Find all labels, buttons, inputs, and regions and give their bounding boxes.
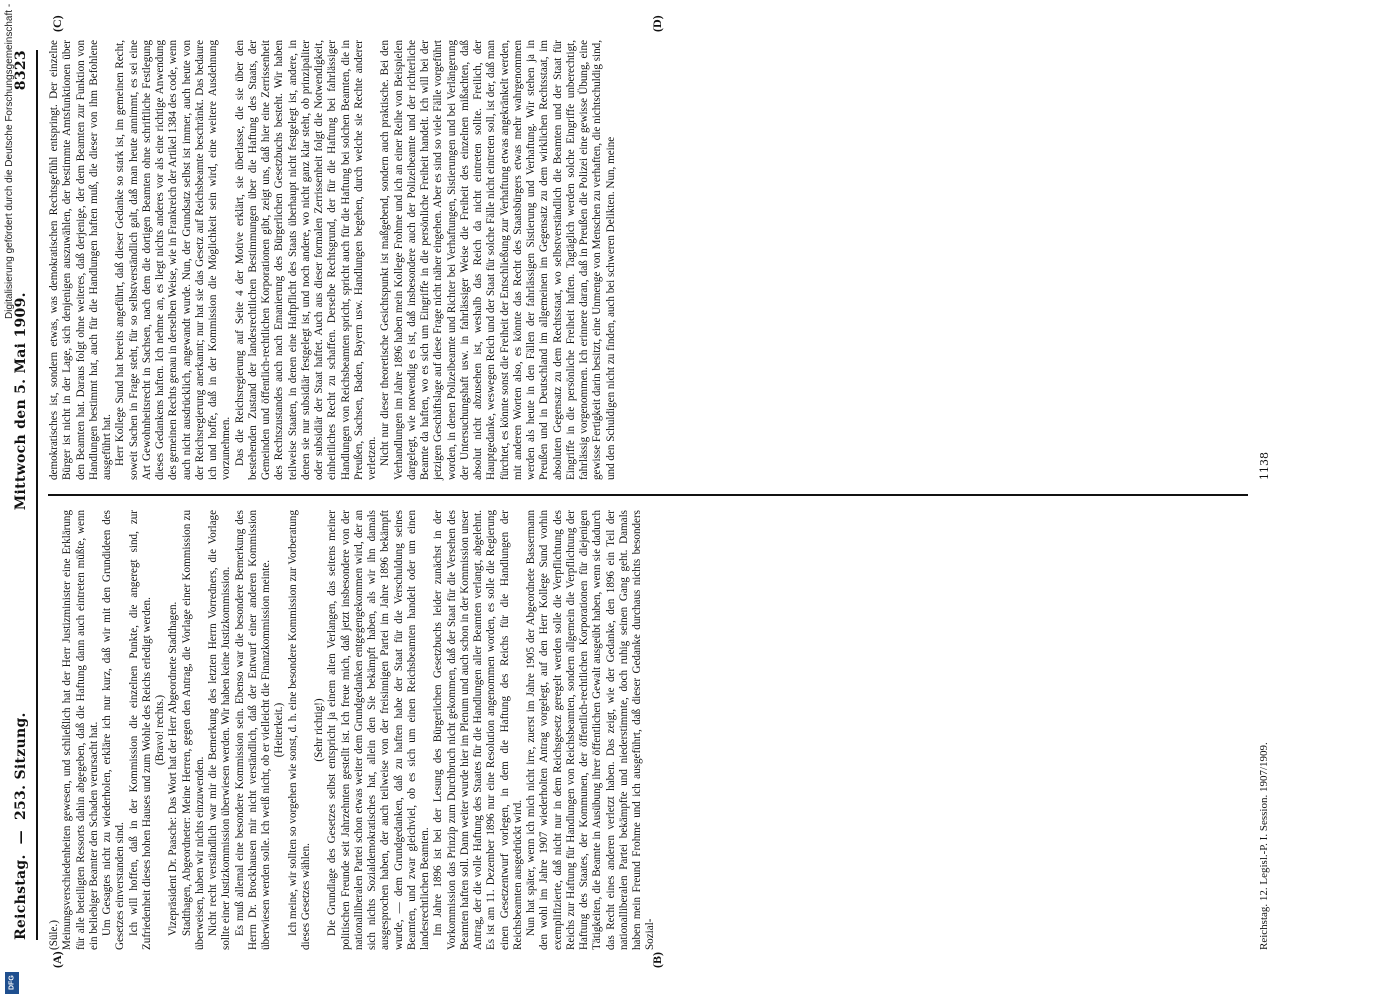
margin-marker-b: (B) [650, 952, 664, 968]
paragraph: Ich will hoffen, daß in der Kommission die einzelnen Punkte, die angeregt sind, zur Zufriedenheit dieses hohen Hauses und zum Wohle des Reichs erledigt werden. [127, 510, 153, 950]
attribution-text: Digitalisierung gefördert durch die Deutsche Forschungsgemeinschaft - [4, 4, 15, 320]
margin-marker-a: (A) [50, 951, 64, 968]
header-left [13, 712, 29, 940]
paragraph: Herr Kollege Sund hat bereits angeführt, daß dieser Gedanke so stark ist, im gemeinen Recht, soweit Sachen in Frage steht, für so selbstverständlich galt, daß man heute annimmt, es sei eine Art Gewohnheitsrecht in Sachsen, nach dem die dortigen Beamten ohne schriftliche Festlegung dieses Gedankens haften. Ich nehme an, es liegt nichts anderes vor als eine richtige Anwendung des gemeinen Rechts genau in derselben Weise, wie in Frankreich der Artikel 1384 des code, wenn auch nicht ausdrücklich, angewandt wurde. Nun, der Grundsatz selbst ist immer, auch heute von der Reichsregierung anerkannt; nur hat sie das Gesetz auf Reichsbeamte beschränkt. Das bedaure ich und hoffe, daß in der Kommission die Möglichkeit sein wird, eine weitere Ausdehnung vorzunehmen. [114, 40, 233, 480]
paragraph: Meinungsverschiedenheiten gewesen, und schließlich hat der Herr Justizminister eine Erklärung für alle beteiligten Ressorts dahin abgegeben, daß die Haftung dann auch eintreten müßte, wenn ein beliebiger Beamter den Schaden verursacht hat. [61, 510, 100, 950]
footer-sheet-number: 1138 [1258, 452, 1271, 480]
paragraph: (Bravo! rechts.) [154, 694, 166, 766]
header-page-number: 8323 [13, 50, 29, 91]
paragraph: (Sehr richtig!) [313, 698, 325, 762]
paragraph: Vizepräsident Dr. Paasche: Das Wort hat der Herr Abgeordnete Stadthagen. [167, 601, 180, 936]
header-separator: — [13, 830, 29, 845]
paragraph: (Heiterkeit.) [273, 702, 286, 758]
paragraph: Nicht recht verständlich war mir die Bemerkung des letzten Herrn Vorredners, die Vorlage sollte einer Justizkommission überwiesen werden. Wir haben keine Justizkommission. [207, 510, 233, 950]
header-session: 253. Sitzung. [13, 712, 29, 821]
page-header [8, 50, 34, 940]
paragraph: Im Jahre 1896 ist bei der Lesung des Bürgerlichen Gesetzbuchs leider zunächst in der Vorkommission das Prinzip zum Durchbruch nicht gekommen, daß der Staat für die Versehen des Beamten haften soll. Dann weiter wurde hier im Plenum und auch schon in der Kommission unser Antrag, der die volle Haftung des Staates für die Handlungen aller Beamten verlangt, abgelehnt. Es ist am 11. Dezember 1896 nur eine Resolution angenommen worden, es solle die Regierung einen Gesetzentwurf vorlegen, in dem die Haftung des Reichs für die Handlungen der Reichsbeamten ausgedrückt wird. [432, 510, 524, 950]
header-rule [36, 50, 38, 940]
paragraph: Das die Reichsregierung auf Seite 4 der Motive erklärt, sie überlasse, die sie über den bestehenden Zustand der landesrechtlichen Bestimmungen über die Haftung des Staats, der Gemeinden und öffentlich-rechtlichen Korporationen gibt, zeigt uns, daß hier eine Zerrissenheit des Rechtszustandes auch nach Emanierung des Bürgerlichen Gesetzbuchs besteht. Wir haben teilweise Staaten, in denen eine Haftpflicht des Staats überhaupt nicht festgelegt ist, andere, in denen sie nur subsidiär festgelegt ist, und noch andere, wo nicht ganz klar steht, ob prinzipaliter oder subsidiär der Staat haftet. Auch aus dieser formalen Zerrissenheit folgt die Notwendigkeit, einheitliches Recht zu schaffen. Derselbe Rechtsgrund, der für die Haftung bei fahrlässiger Handlungen von Reichsbeamten spricht, spricht auch für die Haftung bei solchen Beamten, die in Preußen, Sachsen, Baden, Bayern usw. Handlungen begehen, durch welche sie Rechte anderer verletzen. [233, 40, 378, 480]
margin-marker-d: (D) [650, 15, 664, 32]
paragraph: Nun hat später, wenn ich mich nicht irre, zuerst im Jahre 1905 der Abgeordnete Bassermann den wohl im Jahre 1907 wiederholten Antrag vorgelegt, auf den Herr Kollege Sund vorhin exemplifizierte, daß nicht nur in dem Reichsgesetz geregelt werden solle die Verpflichtung des Reichs zur Haftung für Handlungen von Reichsbeamten, sondern allgemein die Verpflichtung der Haftung des Staates, der Kommunen, der öffentlich-rechtlichen Korporationen für diejenigen Tätigkeiten, die Beamte in Ausübung ihrer öffentlichen Gewalt ausgeübt haben, wenn sie dadurch das Recht eines anderen verletzt haben. Das zeigt, wie der Gedanke, den 1896 ein Teil der nationalliberalen Partei bekämpfte und niederstimmte, doch ruhig seinen Gang geht. Damals haben mein Freund Frohme und ich ausgeführt, daß dieser Gedanke durchaus nichts besonders Sozial- [525, 510, 657, 950]
left-column [48, 510, 1248, 950]
paragraph: demokratisches ist, sondern etwas, was demokratischen Rechtsgefühl entspringt. Der einzelne Bürger ist nicht in der Lage, sich denjenigen auszuwählen, der bestimmte Amtsfunktionen über den Beamten hat. Daraus folgt ohne weiteres, daß derjenige, der dem Beamten zur Funktion von Handlungen bestimmt hat, auch für die Handlungen haften muß, die dieser von ihm Befohlene ausgeführt hat. [48, 40, 113, 480]
paragraph: Ich meine, wir sollten so vorgehen wie sonst, d. h. eine besondere Kommission zur Vorberatung dieses Gesetzes wählen. [286, 510, 312, 950]
column-divider [48, 494, 1248, 496]
paragraph: Es muß allemal eine besondere Kommission sein. Ebenso war die besondere Bemerkung des Herrn Dr. Brockhausen mir nicht verständlich, daß der Entwurf einer anderen Kommission überwiesen werden solle. Ich weiß nicht, ob er vielleicht die Finanzkommission meinte. [233, 510, 272, 950]
paragraph: (Süle.) [48, 920, 60, 950]
paragraph: Nicht nur dieser theoretische Gesichtspunkt ist maßgebend, sondern auch praktische. Bei den Verhandlungen im Jahre 1896 haben mein Kollege Frohme und ich an einer Reihe von Beispielen dargelegt, wie notwendig es ist, daß insbesondere auch der Polizeibeamte und der richterliche Beamte da haften, wo es sich um Eingriffe in die persönliche Freiheit handelt. Ich will bei der jetzigen Geschäftslage auf diese Frage nicht näher eingehen. Aber es sind so viele Fälle vorgeführt worden, in denen Polizeibeamte und Richter bei Verhaftungen, Sistierungen und bei Verlängerung der Untersuchungshaft usw. in fahrlässiger Weise die Freiheit des einzelnen mißachten, daß absolut nicht abzusehen ist, weshalb das Reich da nicht eintreten sollte. Freilich, der Hauptgedanke, weswegen Reich und der Staat für solche Fälle nicht eintreten soll, ist der, daß man fürchtet, es könnte sonst die Freiheit der Entschließung zur Verhaftung etwas angekränkelt werden, mit anderen Worten also, es könnte das Recht des Staatsbürgers etwas mehr wahrgenommen werden als heute in den Fällen der fahrlässigen Sistierung und Verhaftung. Wir stehen ja in Preußen und in Deutschland im allgemeinen im Gegensatz zu dem wirklichen Rechtsstaat, im absoluten Gegensatz zu dem Rechtsstaat, wo selbstverständlich die Beamten und der Staat für Eingriffe in die persönliche Freiheit haften. Tagtäglich werden solche Eingriffe unberechtigt, fahrlässig vorgenommen. Ich erinnere daran, daß in Preußen die Polizei eine gewisse Übung, eine gewisse Fertigkeit darin besitzt, eine Unmenge von Menschen zu verhaften, die nichtschuldig sind, und den Schuldigen nicht zu finden, auch bei schweren Delikten. Nun, meine [379, 40, 617, 480]
dfg-logo: DFG [5, 972, 19, 994]
paragraph: Stadthagen, Abgeordneter: Meine Herren, gegen den Antrag, die Vorlage einer Kommission zu überweisen, haben wir nichts einzuwenden. [180, 510, 206, 950]
header-title: Reichstag. [13, 854, 29, 940]
margin-marker-c: (C) [50, 15, 64, 32]
right-column [48, 40, 1248, 480]
header-date: Mittwoch den 5. Mai 1909. [13, 292, 29, 511]
page-footer: Reichstag. 12. Legisl.-P. I. Session. 1907/1909. [1258, 742, 1270, 950]
paragraph: Die Grundlage des Gesetzes selbst entspricht ja einem alten Verlangen, das seitens meiner politischen Freunde seit Jahrzehnten gestellt ist. Ich freue mich, daß jetzt insbesondere von der nationalliberalen Partei schon etwas weiter dem Grundgedanken entgegengekommen wird, der an sich nichts Sozialdemokratisches hat, allein den Sie bekämpft haben, als wir ihn damals ausgesprochen haben, der auch teilweise von der freisinnigen Partei im Jahre 1896 bekämpft wurde, — dem Grundgedanken, daß zu haften habe der Staat für die Verschuldung seines Beamten, und zwar gleichviel, ob es sich um einen Reichsbeamten handelt oder um einen landesrechtlichen Beamten. [326, 510, 431, 950]
paragraph: Um Gesagtes nicht zu wiederholen, erkläre ich nur kurz, daß wir mit den Grundideen des Gesetzes einverstanden sind. [101, 510, 127, 950]
